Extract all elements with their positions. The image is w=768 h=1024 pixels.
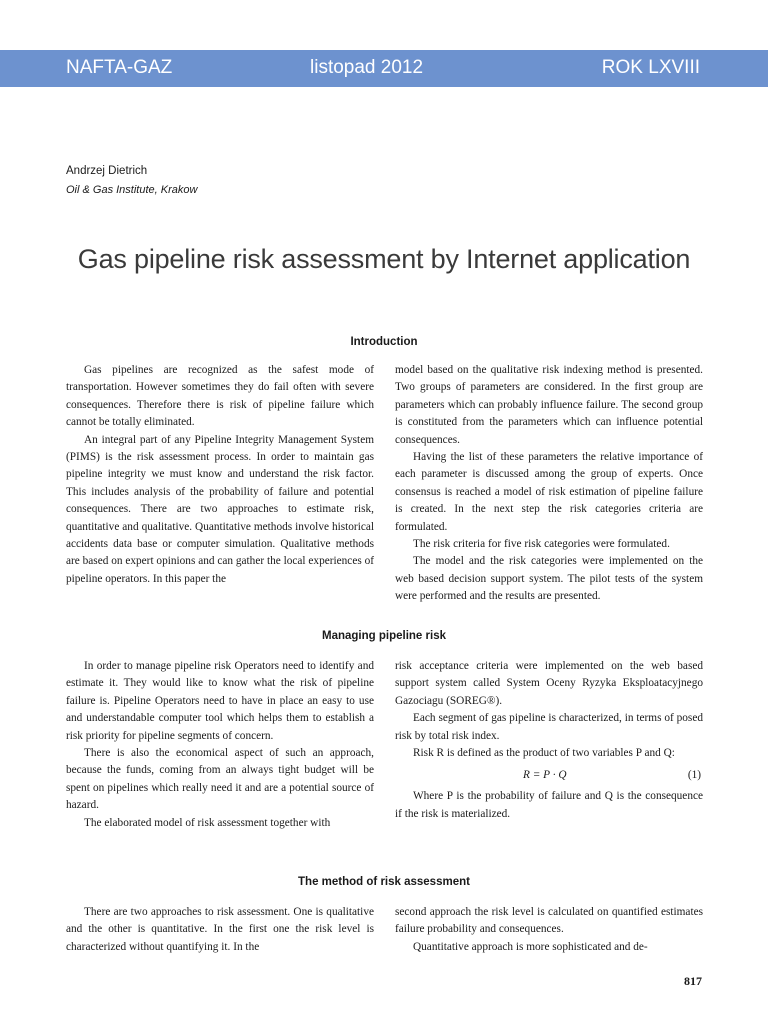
method-right-column — [395, 904, 703, 956]
paragraph: Quantitative approach is more sophisticated and de- — [413, 940, 648, 953]
paragraph: Having the list of these parameters the relative importance of each parameter is discussed among the group of experts. Once consensus is reached a model of risk estimation of pipeline failure is created. In the next step the risk categories criteria are formulated. — [395, 451, 703, 533]
section-heading-introduction: Introduction — [350, 336, 418, 348]
paragraph: model based on the qualitative risk indexing method is presented. Two groups of parameters are considered. In the first group are parameters which can probably influence failure. The second group is constituted from the parameters which can influence potential consequences. — [395, 364, 703, 446]
managing-risk-right-column — [395, 658, 703, 823]
introduction-left-column — [66, 362, 374, 588]
section-heading-managing-pipeline-risk: Managing pipeline risk — [322, 630, 446, 642]
paragraph: second approach the risk level is calculated on quantified estimates failure probability and consequences. — [395, 906, 703, 936]
paragraph: The elaborated model of risk assessment together with — [84, 816, 331, 829]
paragraph: Where P is the probability of failure and Q is the consequence if the risk is materialized. — [395, 790, 703, 820]
issue-date: listopad 2012 — [310, 57, 424, 78]
equation-body: R = P · Q — [523, 769, 567, 782]
volume-number: ROK LXVIII — [601, 57, 700, 78]
paragraph: There are two approaches to risk assessment. One is qualitative and the other is quantitative. In the first one the risk level is characterized without quantifying it. In the — [66, 906, 374, 953]
author-name: Andrzej Dietrich — [66, 165, 148, 177]
managing-risk-left-column — [66, 658, 374, 832]
paragraph: risk acceptance criteria were implemented on the web based support system called System Oceny Ryzyka Eksploatacyjnego Gazociagu (SOREG®). — [395, 660, 703, 707]
paragraph: There is also the economical aspect of such an approach, because the funds, coming from an always tight budget will be spent on pipelines which really need it and are a potential source of hazard. — [66, 747, 374, 812]
introduction-right-column — [395, 362, 703, 606]
paragraph: In order to manage pipeline risk Operators need to identify and estimate it. They would like to know what the risk of pipeline failure is. Pipeline Operators need to have in place an easy to use and understandable computer tool which helps them to establish a risk priority for pipeline segments of concern. — [66, 660, 374, 742]
equation-number: (1) — [687, 769, 701, 782]
page-number: 817 — [684, 974, 702, 988]
journal-name: NAFTA-GAZ — [66, 57, 173, 78]
paragraph: Risk R is defined as the product of two variables P and Q: — [413, 747, 675, 760]
section-heading-method-of-risk-assessment: The method of risk assessment — [298, 876, 470, 888]
journal-header-bar — [0, 50, 768, 87]
article-title: Gas pipeline risk assessment by Internet application — [77, 244, 691, 274]
paragraph: The risk criteria for five risk categories were formulated. — [413, 538, 670, 551]
paragraph: An integral part of any Pipeline Integrity Management System (PIMS) is the risk assessment process. In order to maintain gas pipeline integrity we must know and understand the risk factor. This includes analysis of the probability of failure and potential consequences. There are two approaches to estimate risk, quantitative and qualitative. Quantitative methods involve historical accidents data base or computer simulation. Qualitative methods are based on expert opinions and can gather the local experiences of pipeline operators. In this paper the — [66, 433, 374, 585]
author-affiliation: Oil & Gas Institute, Krakow — [66, 184, 198, 196]
paragraph: Gas pipelines are recognized as the safest mode of transportation. However sometimes they do fail often with severe consequences. Therefore there is risk of pipeline failure which cannot be totally eliminated. — [66, 364, 374, 429]
paragraph: The model and the risk categories were implemented on the web based decision support system. The pilot tests of the system were performed and the results are presented. — [395, 555, 703, 603]
paragraph: Each segment of gas pipeline is characterized, in terms of posed risk by total risk index. — [395, 712, 703, 742]
method-left-column — [66, 904, 374, 956]
risk-equation — [395, 762, 703, 788]
